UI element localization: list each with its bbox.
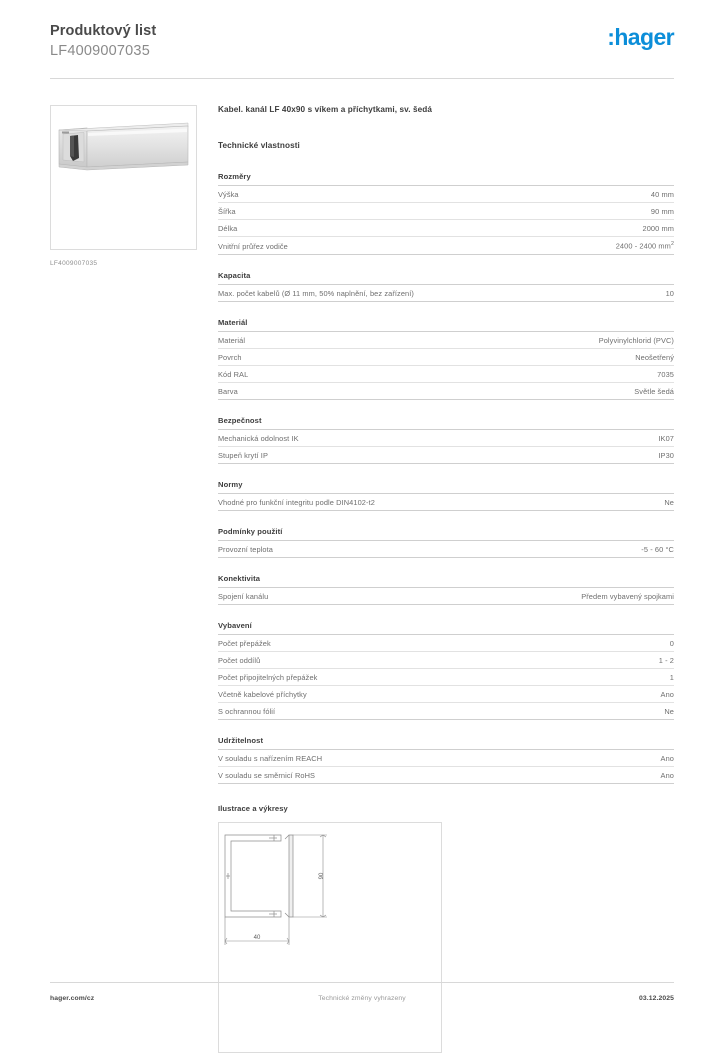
spec-group-title: Normy xyxy=(218,480,674,494)
header-titles xyxy=(50,22,156,61)
page-header xyxy=(50,0,674,61)
spec-label: Včetně kabelové příchytky xyxy=(218,689,307,699)
spec-value: Polyvinylchlorid (PVC) xyxy=(598,335,674,345)
spec-label: Provozní teplota xyxy=(218,544,274,554)
spec-label: Délka xyxy=(218,224,238,234)
spec-value: Předem vybavený spojkami xyxy=(581,591,674,601)
spec-row xyxy=(218,186,674,203)
spec-label: Šířka xyxy=(218,207,236,217)
footer-divider xyxy=(50,982,674,983)
spec-row xyxy=(218,203,674,220)
spec-value: Světle šedá xyxy=(634,386,674,396)
spec-row xyxy=(218,652,674,669)
spec-group-title: Rozměry xyxy=(218,172,674,186)
spec-row xyxy=(218,366,674,383)
spec-value: Ne xyxy=(664,706,674,716)
spec-group xyxy=(218,318,674,400)
spec-row xyxy=(218,494,674,511)
spec-row xyxy=(218,767,674,784)
spec-row xyxy=(218,237,674,254)
spec-value: Ano xyxy=(660,753,674,763)
spec-row xyxy=(218,588,674,605)
spec-row xyxy=(218,383,674,400)
specifications-column xyxy=(208,105,674,1052)
spec-group-title: Bezpečnost xyxy=(218,416,674,430)
page-content xyxy=(50,105,674,1052)
cross-section-drawing xyxy=(219,823,439,1050)
spec-row xyxy=(218,220,674,237)
spec-label: Povrch xyxy=(218,352,242,362)
spec-value: 1 xyxy=(669,672,674,682)
spec-value: 0 xyxy=(669,638,674,648)
spec-label: Vhodné pro funkční integritu podle DIN4102-t2 xyxy=(218,497,375,507)
spec-group xyxy=(218,574,674,605)
spec-label: Kód RAL xyxy=(218,369,249,379)
spec-group-title: Podmínky použití xyxy=(218,527,674,541)
spec-label: Spojení kanálu xyxy=(218,591,269,601)
product-image-frame xyxy=(50,105,197,250)
drawing-width-label: 40 xyxy=(253,934,261,941)
spec-value: 2400 - 2400 $mm^2$ xyxy=(615,241,674,251)
footer-note: Technické změny vyhrazeny xyxy=(318,995,406,1002)
spec-value: 2000 mm xyxy=(642,224,674,234)
spec-label: V souladu s nařízením REACH xyxy=(218,753,323,763)
spec-value: 10 xyxy=(665,288,674,298)
header-divider xyxy=(50,78,674,79)
hager-logo: :hager xyxy=(607,24,674,50)
spec-group xyxy=(218,480,674,511)
spec-label: Počet připojitelných přepážek xyxy=(218,672,318,682)
spec-group xyxy=(218,621,674,720)
product-photo-cable-trunking xyxy=(57,120,190,174)
spec-label: Počet přepážek xyxy=(218,638,271,648)
spec-group-title: Udržitelnost xyxy=(218,736,674,750)
spec-value: Neošetřený xyxy=(635,352,674,362)
spec-row xyxy=(218,541,674,558)
spec-value: Ne xyxy=(664,497,674,507)
footer-date: 03.12.2025 xyxy=(638,995,674,1002)
technical-properties-title: Technické vlastnosti xyxy=(218,141,300,151)
spec-group-title: Kapacita xyxy=(218,271,674,285)
spec-label: Barva xyxy=(218,386,238,396)
spec-row xyxy=(218,635,674,652)
drawing-height-label: 90 xyxy=(319,872,325,879)
spec-label: Výška xyxy=(218,190,239,200)
spec-groups xyxy=(218,172,674,783)
spec-group xyxy=(218,736,674,784)
spec-group-title: Vybavení xyxy=(218,621,674,635)
spec-row xyxy=(218,686,674,703)
page-footer xyxy=(50,982,674,1002)
spec-row xyxy=(218,332,674,349)
spec-label: Max. počet kabelů (Ø 11 mm, 50% naplnění, bez zařízení) xyxy=(218,288,414,298)
spec-group xyxy=(218,271,674,302)
spec-value: Ano xyxy=(660,770,674,780)
spec-group xyxy=(218,416,674,464)
spec-label: Vnitřní průřez vodiče xyxy=(218,241,288,251)
product-name: Kabel. kanál LF 40x90 s víkem a příchytkami, sv. šedá xyxy=(218,105,433,115)
spec-label: Mechanická odolnost IK xyxy=(218,433,299,443)
spec-group xyxy=(218,527,674,558)
spec-value: 90 mm xyxy=(650,207,674,217)
spec-label: Počet oddílů xyxy=(218,655,261,665)
spec-value: 7035 xyxy=(657,369,674,379)
spec-group-title: Materiál xyxy=(218,318,674,332)
spec-label: Materiál xyxy=(218,335,246,345)
footer-website[interactable]: hager.com/cz xyxy=(50,995,95,1002)
spec-row xyxy=(218,703,674,720)
spec-value: Ano xyxy=(660,689,674,699)
spec-label: Stupeň krytí IP xyxy=(218,450,268,460)
spec-label: S ochrannou fólií xyxy=(218,706,276,716)
page-title: Produktový list xyxy=(50,23,157,39)
spec-row xyxy=(218,447,674,464)
spec-label: V souladu se směrnicí RoHS xyxy=(218,770,316,780)
spec-value: 40 mm xyxy=(650,190,674,200)
spec-row xyxy=(218,285,674,302)
spec-value: IP30 xyxy=(658,450,674,460)
product-image-column xyxy=(50,105,208,1052)
spec-value: -5 - 60 °C xyxy=(641,544,674,554)
spec-row xyxy=(218,430,674,447)
product-reference: LF4009007035 xyxy=(50,42,150,59)
spec-row xyxy=(218,349,674,366)
product-image-caption: LF4009007035 xyxy=(50,260,98,268)
spec-group xyxy=(218,172,674,254)
spec-group-title: Konektivita xyxy=(218,574,674,588)
spec-row xyxy=(218,669,674,686)
illustrations-title: Ilustrace a výkresy xyxy=(218,803,288,813)
spec-value: 1 - 2 xyxy=(658,655,674,665)
illustrations-section xyxy=(218,804,674,1053)
spec-row xyxy=(218,750,674,767)
technical-drawing-frame xyxy=(218,822,442,1053)
spec-value: IK07 xyxy=(658,433,674,443)
